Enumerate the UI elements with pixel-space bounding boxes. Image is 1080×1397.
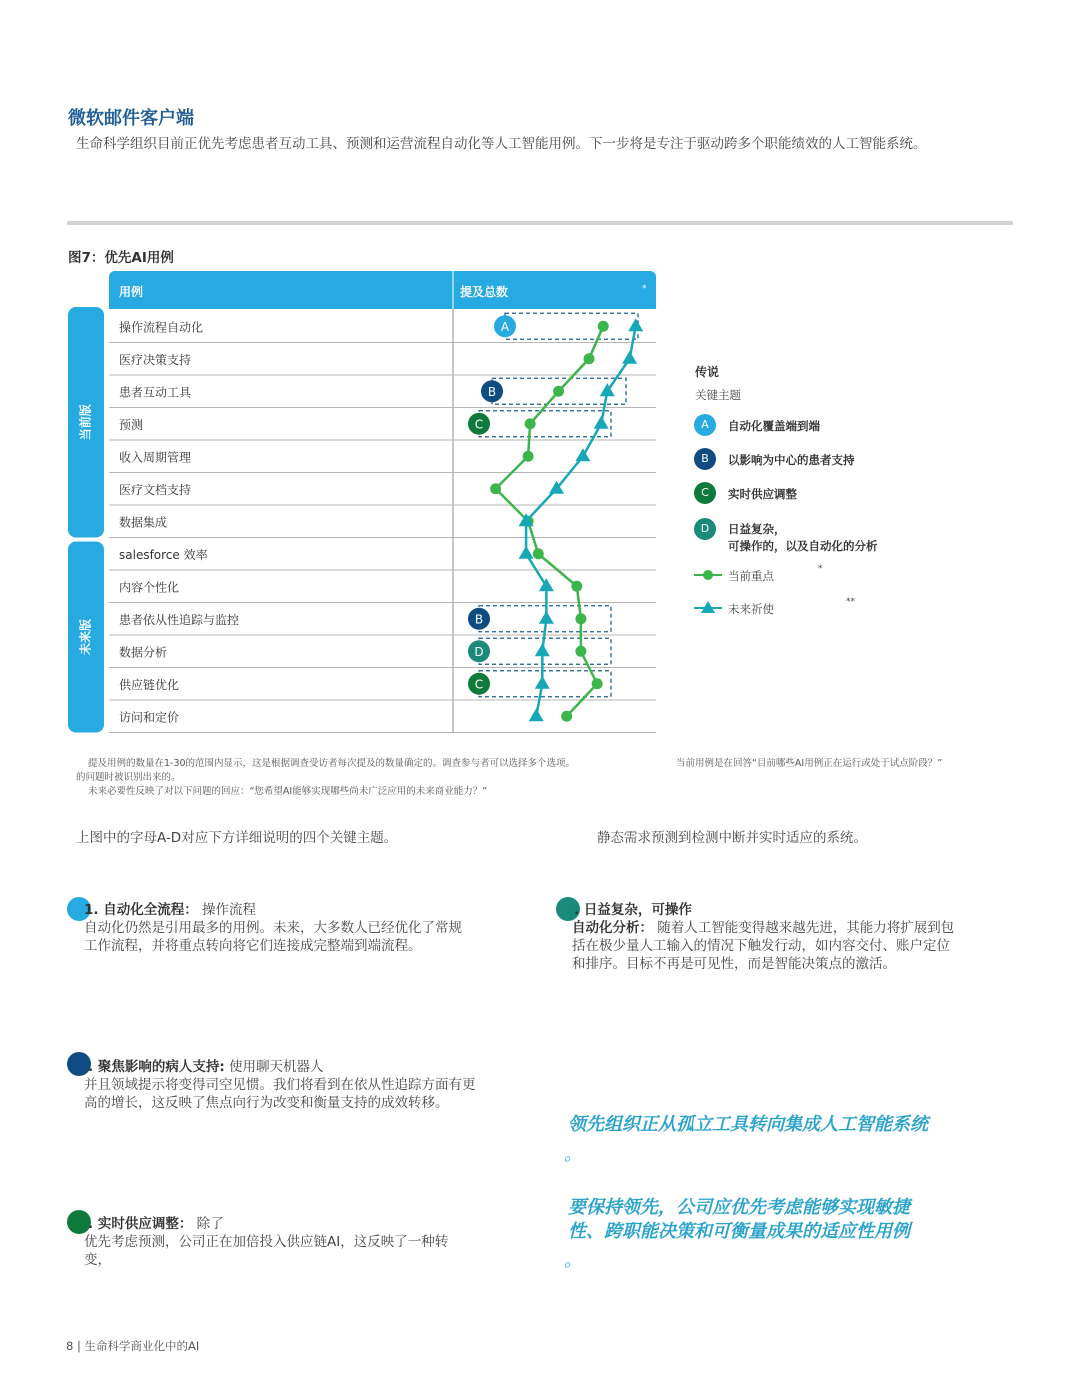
row-label: salesforce 效率 [119, 547, 208, 562]
theme-badge-letter: B [487, 384, 497, 399]
current-focus-point [584, 353, 595, 364]
page-title: 微软邮件客户端 [68, 108, 194, 129]
future-imperative-point [575, 448, 590, 461]
legend-future: 未来祈使 [728, 602, 774, 616]
section-supply-subtitle: 除了 [196, 1216, 224, 1232]
section-analytics-line1 [572, 919, 954, 937]
current-focus-point [523, 451, 534, 462]
header-mentions: 提及总数 [460, 285, 509, 299]
section-automation-line2: 工作流程，并将重点转向将它们连接成完整端到端流程。 [84, 938, 422, 954]
legend-title: 传说 [695, 365, 720, 379]
group-label-future: 未来版 [78, 618, 93, 656]
legend-badge-b-letter: B [701, 452, 709, 465]
future-imperative-point [622, 351, 637, 364]
future-imperative-line [526, 326, 636, 716]
legend-theme-a: 自动化覆盖端到端 [728, 419, 820, 433]
row-label: 内容个性化 [119, 580, 180, 595]
legend-current: 当前重点 [728, 569, 774, 583]
legend-badge-a-letter: A [701, 418, 709, 431]
theme-badge-letter: B [474, 612, 484, 627]
section-automation-heading [84, 901, 256, 919]
legend-future-mark: ** [846, 597, 855, 607]
current-focus-point [490, 483, 501, 494]
legend-theme-b: 以影响为中心的患者支持 [728, 453, 855, 467]
section-supply-heading [88, 1215, 224, 1233]
current-focus-point [553, 386, 564, 397]
legend-current-mark: * [818, 564, 823, 574]
section-analytics-text: 随着人工智能变得越来越先进，其能力将扩展到包 [657, 920, 955, 936]
section-supply-line2: 变， [84, 1252, 111, 1268]
intro-paragraph: 生命科学组织目前正优先考虑患者互动工具、预测和运营流程自动化等人工智能用例。下一步将是专注于驱动跨多个职能绩效的人工智能系统。 [76, 136, 927, 152]
footnote-2: 的问题时被识别出来的。 [76, 772, 181, 783]
legend-theme-d-line1: 日益复杂， [728, 522, 786, 536]
section-patient-subtitle: 使用聊天机器人 [229, 1059, 324, 1075]
legend-subtitle: 关键主题 [695, 388, 741, 402]
row-label: 操作流程自动化 [119, 320, 204, 335]
highlight-box [505, 313, 638, 339]
section-analytics-line2: 括在极少量人工输入的情况下触发行动，如内容交付、账户定位 [572, 938, 950, 954]
footnote-1b: 当前用例是在回答“目前哪些AI用例正在运行或处于试点阶段？” [676, 758, 943, 769]
theme-badge-letter: C [474, 677, 484, 692]
row-label: 预测 [119, 417, 144, 432]
section-patient-heading [88, 1058, 324, 1076]
section-patient-title: . 聚焦影响的病人支持: [88, 1059, 225, 1075]
legend-theme-c: 实时供应调整 [728, 487, 797, 501]
current-focus-point [561, 711, 572, 722]
page-footer: 8 | 生命科学商业化中的AI [66, 1339, 200, 1353]
theme-badge-letter: A [500, 319, 510, 334]
current-focus-point [575, 613, 586, 624]
row-label: 患者依从性追踪与监控 [119, 612, 240, 627]
pull-quote-1-period: 。 [564, 1144, 582, 1165]
legend-badge-d-letter: D [700, 522, 710, 535]
section-supply-title: . 实时供应调整： [88, 1216, 193, 1232]
row-label: 患者互动工具 [119, 385, 192, 400]
current-focus-point [592, 678, 603, 689]
current-focus-point [571, 581, 582, 592]
legend-theme-d-line2: 可操作的，以及自动化的分析 [728, 539, 878, 553]
row-label: 医疗决策支持 [119, 352, 192, 367]
right-column-intro: 静态需求预测到检测中断并实时适应的系统。 [597, 830, 867, 846]
future-imperative-point [519, 546, 534, 559]
future-imperative-point [628, 318, 643, 331]
current-focus-point [575, 646, 586, 657]
row-label: 访问和定价 [119, 710, 180, 725]
pull-quote-2-line1: 要保持领先，公司应优先考虑能够实现敏捷 [568, 1197, 910, 1218]
header-usecase: 用例 [119, 285, 144, 299]
highlight-box [479, 411, 611, 437]
section-analytics-lead: 自动化分析： [572, 920, 653, 936]
current-focus-point [525, 418, 536, 429]
future-imperative-point [539, 611, 554, 624]
section-supply-line1: 优先考虑预测，公司正在加倍投入供应链AI，这反映了一种转 [84, 1234, 449, 1250]
pull-quote-1: 领先组织正从孤立工具转向集成人工智能系统 [568, 1114, 928, 1135]
pull-quote-2-period: 。 [564, 1250, 582, 1271]
section-patient-line2: 高的增长，这反映了焦点向行为改变和衡量支持的成效转移。 [84, 1095, 449, 1111]
pull-quote-2-line2: 性、跨职能决策和可衡量成果的适应性用例 [568, 1221, 910, 1242]
row-label: 医疗文档支持 [119, 482, 192, 497]
row-label: 数据集成 [119, 515, 168, 530]
section-automation-title: 1. 自动化全流程： [84, 902, 198, 918]
section-analytics-heading [574, 901, 692, 919]
section-patient-line1: 并且领域提示将变得司空见惯。我们将看到在依从性追踪方面有更 [84, 1077, 476, 1093]
future-imperative-point [535, 643, 550, 656]
legend-series-markers [692, 566, 724, 618]
footnote-3: 未来必要性反映了对以下问题的回应：“您希望AI能够实现哪些尚未广泛应用的未来商业能力？” [88, 786, 488, 797]
section-automation-line1: 自动化仍然是引用最多的用例。未来，大多数人已经优化了常规 [84, 920, 462, 936]
section-analytics-line3: 和排序。目标不再是可见性，而是智能决策点的激活。 [572, 956, 896, 972]
figure-title: 图7：优先AI用例 [68, 250, 174, 266]
row-label: 数据分析 [119, 645, 168, 660]
footnote-1a: 提及用例的数量在1-30的范围内显示，这是根据调查受访者每次提及的数量确定的。调查参与者可以选择多个选项。 [88, 758, 576, 769]
theme-badge-letter: C [474, 417, 484, 432]
table-header-bar-base [109, 291, 656, 309]
legend-badge-c-letter: C [701, 486, 709, 499]
future-imperative-point [529, 708, 544, 721]
header-marker: * [642, 284, 647, 294]
section-automation-subtitle: 操作流程 [202, 902, 257, 918]
group-label-current: 当前版 [78, 404, 93, 441]
future-imperative-point [594, 416, 609, 429]
row-label: 供应链优化 [119, 677, 180, 692]
future-imperative-point [535, 676, 550, 689]
current-focus-point [533, 548, 544, 559]
theme-badge-letter: D [474, 644, 484, 659]
section-analytics-title: . 日益复杂，可操作 [574, 902, 692, 918]
current-focus-line [496, 326, 604, 716]
current-focus-point [598, 321, 609, 332]
letters-explanation: 上图中的字母A-D对应下方详细说明的四个关键主题。 [76, 830, 398, 846]
row-label: 收入周期管理 [119, 450, 192, 465]
